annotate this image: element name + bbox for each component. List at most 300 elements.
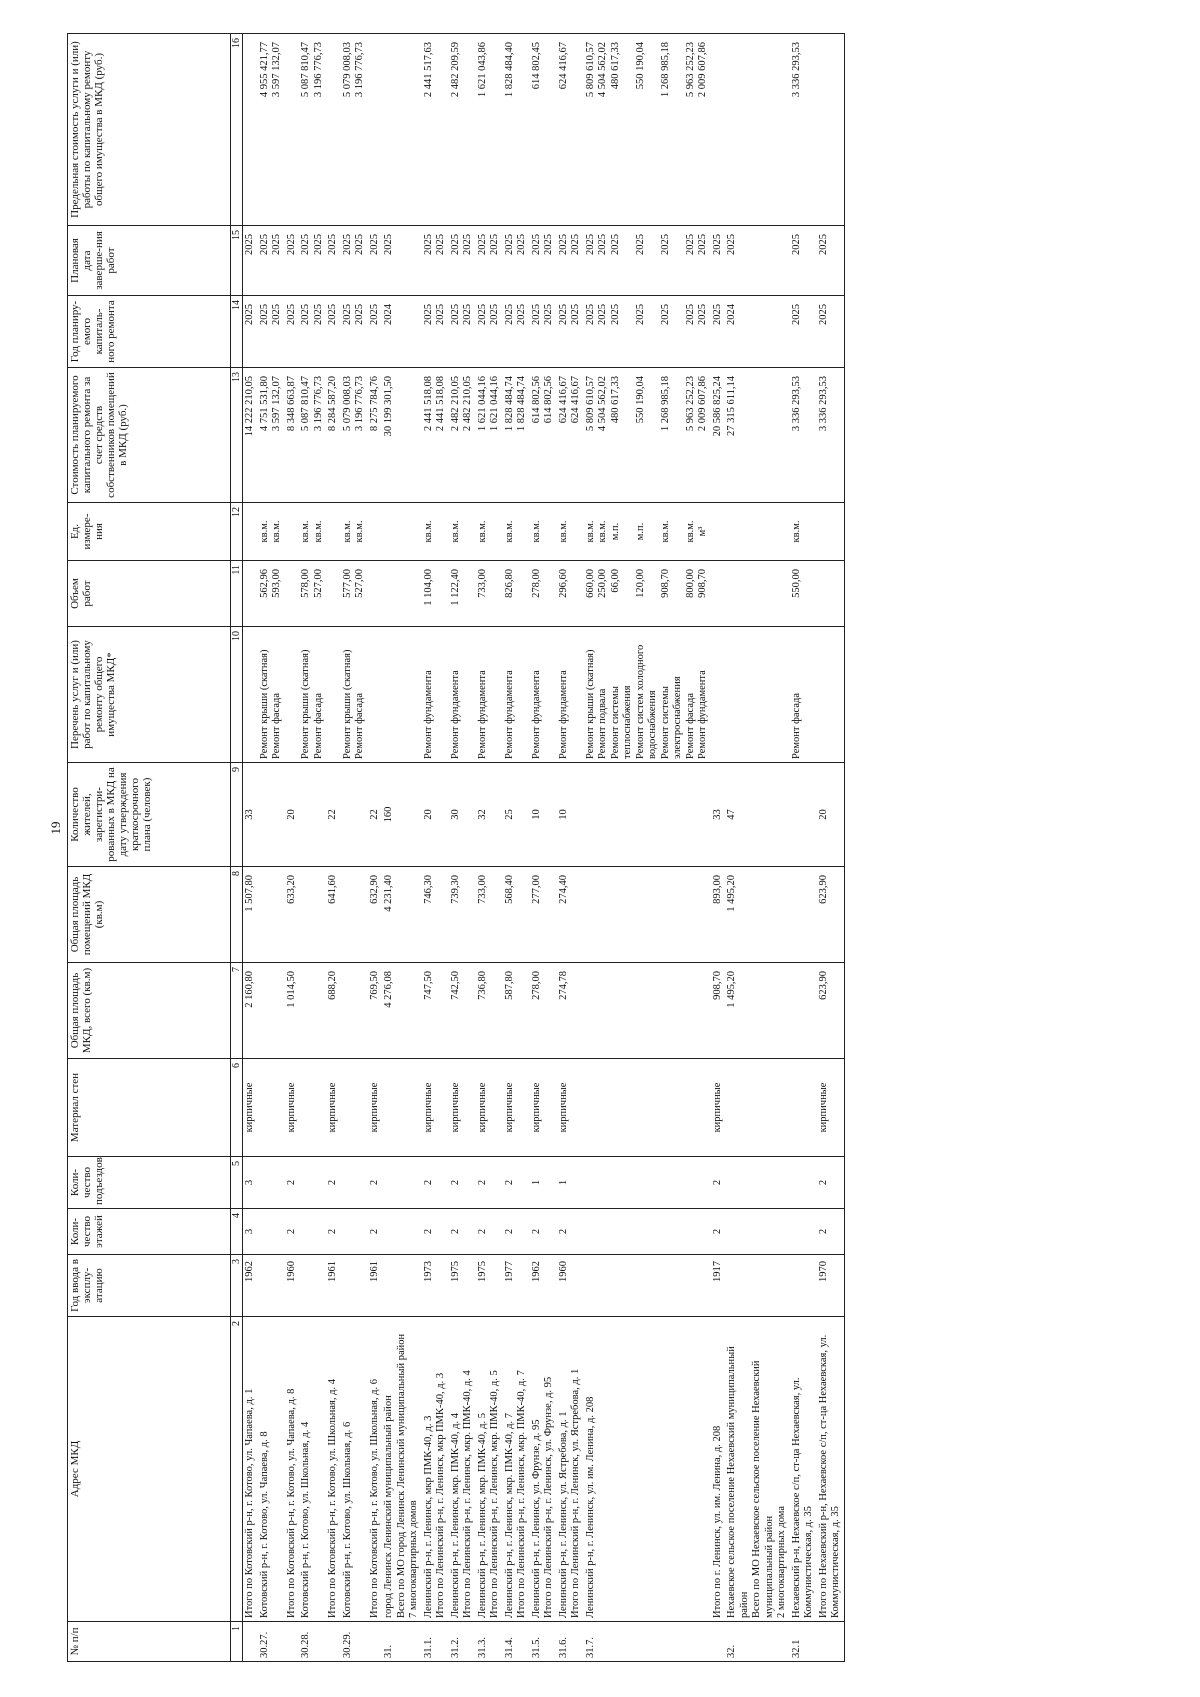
cell-repair-year: 2025 2025 2025 2025 2025 2025 2025 [584,296,711,368]
cell-unit [243,503,258,561]
cell-year-built: 1961 [326,1255,341,1317]
table-row [326,34,341,1662]
cell-address: Котовский р-н, г. Котово, ул. Школьная, д. 4 [299,1317,326,1622]
cell-premises-area: 733,00 [476,867,503,963]
col-number: 14 [231,296,243,368]
cell-end-date: 2025 [725,226,790,296]
cell-total-area [790,963,817,1059]
cell-floors: 2 [449,1209,476,1255]
cell-end-date: 2025 [711,226,726,296]
cell-wall-material: кирпичные [711,1059,726,1157]
cell-volume: 278,00 [530,561,557,627]
cell-repair-year: 2025 2025 [258,296,285,368]
cell-unit: кв.м. [503,503,530,561]
cell-end-date: 2025 2025 2025 2025 2025 2025 2025 [584,226,711,296]
cell-index: 31.5. [530,1622,557,1662]
cell-residents: 33 [243,763,258,867]
col-header-works: Перечень услуг и (или) работ по капитальному ремонту общего имущества МКД* [68,627,231,763]
cell-works: Ремонт фасада [790,627,817,763]
cell-entrances: 1 [557,1157,584,1209]
cell-year-built: 1961 [368,1255,383,1317]
col-number: 6 [231,1059,243,1157]
cell-works [711,627,726,763]
cell-entrances: 2 [326,1157,341,1209]
table-row [711,34,726,1662]
cell-wall-material [299,1059,326,1157]
cell-address: Ленинский р-н, г. Ленинск, мкр. ПМК-40, д. 4 Итого по Ленинский р-н, г. Ленинск, мкр. ПМК-40, д. 4 [449,1317,476,1622]
cell-index: 32.1 [790,1622,817,1662]
cell-year-built [299,1255,326,1317]
cell-premises-area: 274,40 [557,867,584,963]
cell-repair-year: 2024 [725,296,790,368]
cell-year-built: 1975 [449,1255,476,1317]
cell-entrances [299,1157,326,1209]
cell-address: Итого по Котовский р-н, г. Котово, ул. Школьная, д. 6 [368,1317,383,1622]
cell-cost: 20 586 825,24 [711,368,726,503]
cell-unit: кв.м. [557,503,584,561]
cell-unit [285,503,300,561]
col-header-unit: Ед. измере-ния [68,503,231,561]
cell-end-date: 2025 [368,226,383,296]
cell-floors: 2 [422,1209,449,1255]
cell-total-area: 4 276,08 [382,963,422,1059]
cell-address: Ленинский р-н, г. Ленинск, ул. им. Ленина, д. 208 [584,1317,711,1622]
cell-year-built: 1977 [503,1255,530,1317]
cell-volume [382,561,422,627]
cell-floors: 2 [711,1209,726,1255]
cell-max-cost: 5 079 008,03 3 196 776,73 [341,34,368,226]
cell-floors: 2 [557,1209,584,1255]
cell-entrances: 3 [243,1157,258,1209]
cell-entrances: 2 [449,1157,476,1209]
cell-cost: 3 336 293,53 [790,368,817,503]
cell-total-area: 623,90 [817,963,845,1059]
table-row [530,34,557,1662]
cell-works: Ремонт крыши (скатная) Ремонт подвала Ремонт системы теплоснабжения Ремонт систем холодного водоснабжения Ремонт системы электроснабжения Ремонт фасада Ремонт фундамента [584,627,711,763]
cell-unit: кв.м. [449,503,476,561]
cell-year-built: 1973 [422,1255,449,1317]
cell-residents: 30 [449,763,476,867]
cell-address: Ленинский р-н, г. Ленинск, мкр. ПМК-40, д. 5 Итого по Ленинский р-н, г. Ленинск, мкр. ПМК-40, д. 5 [476,1317,503,1622]
cell-unit: кв.м. кв.м. [299,503,326,561]
cell-end-date: 2025 [243,226,258,296]
cell-max-cost: 624 416,67 [557,34,584,226]
table-row [368,34,383,1662]
cell-address: Итого по Котовский р-н, г. Котово, ул. Чапаева, д. 8 [285,1317,300,1622]
cell-entrances: 2 [817,1157,845,1209]
cell-unit: кв.м. кв.м. м.п. м.п. кв.м. кв.м. м³ [584,503,711,561]
cell-wall-material: кирпичные [817,1059,845,1157]
cell-works [326,627,341,763]
cell-premises-area [299,867,326,963]
table-row [503,34,530,1662]
cell-unit [368,503,383,561]
cell-cost: 8 284 587,20 [326,368,341,503]
cell-residents: 20 [285,763,300,867]
cell-index: 31. [382,1622,422,1662]
cell-end-date: 2025 2025 [258,226,285,296]
cell-cost: 3 336 293,53 [817,368,845,503]
col-header-cost: Стоимость планируемого капитального ремонта за счет средств собственников помещений в МКД (руб.) [68,368,231,503]
cell-entrances [382,1157,422,1209]
cell-residents: 10 [530,763,557,867]
cell-wall-material [341,1059,368,1157]
col-number: 9 [231,763,243,867]
cell-year-built: 1962 [243,1255,258,1317]
col-number: 5 [231,1157,243,1209]
cell-max-cost [368,34,383,226]
repair-plan-table [67,33,845,1662]
cell-entrances: 2 [476,1157,503,1209]
cell-max-cost [326,34,341,226]
cell-end-date: 2025 2025 [530,226,557,296]
cell-end-date: 2025 2025 [341,226,368,296]
cell-volume [725,561,790,627]
table-row [790,34,817,1662]
cell-year-built: 1917 [711,1255,726,1317]
cell-floors: 2 [817,1209,845,1255]
col-header-wall-material: Материал стен [68,1059,231,1157]
cell-works: Ремонт фундамента [476,627,503,763]
cell-volume: 550,00 [790,561,817,627]
cell-cost: 2 482 210,05 2 482 210,05 [449,368,476,503]
cell-works [243,627,258,763]
cell-address: Ленинский р-н, г. Ленинск, ул. Ястребова, д. 1 Итого по Ленинский р-н, г. Ленинск, ул. Ястребова, д. 1 [557,1317,584,1622]
cell-works: Ремонт фундамента [503,627,530,763]
cell-residents: 25 [503,763,530,867]
cell-premises-area: 632,90 [368,867,383,963]
cell-max-cost: 5 809 610,57 4 504 562,02 480 617,33 550 190,04 1 268 985,18 5 963 252,23 2 009 607,86 [584,34,711,226]
cell-works: Ремонт крыши (скатная) Ремонт фасада [299,627,326,763]
cell-address: Итого по Котовский р-н, г. Котово, ул. Чапаева, д. 1 [243,1317,258,1622]
cell-floors: 2 [503,1209,530,1255]
cell-end-date: 2025 2025 [503,226,530,296]
table-row [449,34,476,1662]
cell-floors [725,1209,790,1255]
table-row [299,34,326,1662]
cell-total-area [341,963,368,1059]
cell-floors: 2 [326,1209,341,1255]
cell-end-date: 2025 2025 [299,226,326,296]
cell-residents [299,763,326,867]
cell-volume: 296,60 [557,561,584,627]
cell-cost: 8 275 784,76 [368,368,383,503]
cell-wall-material: кирпичные [368,1059,383,1157]
cell-premises-area: 893,00 [711,867,726,963]
cell-year-built: 1960 [557,1255,584,1317]
cell-cost: 5 079 008,03 3 196 776,73 [341,368,368,503]
cell-wall-material: кирпичные [285,1059,300,1157]
cell-total-area: 747,50 [422,963,449,1059]
cell-total-area: 1 495,20 [725,963,790,1059]
cell-max-cost: 4 955 421,77 3 597 132,07 [258,34,285,226]
col-header-floors: Коли-чество этажей [68,1209,231,1255]
cell-premises-area: 277,00 [530,867,557,963]
cell-volume: 1 122,40 [449,561,476,627]
cell-total-area: 688,20 [326,963,341,1059]
cell-unit [725,503,790,561]
cell-floors [258,1209,285,1255]
cell-cost: 614 802,56 614 802,56 [530,368,557,503]
col-header-entrances: Коли-чество подъездов [68,1157,231,1209]
cell-repair-year: 2025 2025 [341,296,368,368]
cell-end-date: 2025 2025 [557,226,584,296]
cell-max-cost [711,34,726,226]
cell-works: Ремонт фундамента [530,627,557,763]
cell-repair-year: 2025 2025 [422,296,449,368]
cell-index: 31.3. [476,1622,503,1662]
col-header-volume: Объем работ [68,561,231,627]
col-header-address: Адрес МКД [68,1317,231,1622]
cell-index: 31.6. [557,1622,584,1662]
cell-premises-area [341,867,368,963]
cell-works: Ремонт фундамента [449,627,476,763]
cell-volume: 562,96 593,00 [258,561,285,627]
cell-floors [790,1209,817,1255]
cell-volume [817,561,845,627]
cell-cost: 30 199 301,50 [382,368,422,503]
cell-max-cost [725,34,790,226]
cell-premises-area: 746,30 [422,867,449,963]
cell-cost: 2 441 518,08 2 441 518,08 [422,368,449,503]
cell-repair-year: 2025 [790,296,817,368]
cell-floors [341,1209,368,1255]
col-number: 11 [231,561,243,627]
col-number: 16 [231,34,243,226]
col-header-residents: Количество жителей, зарегистри-рованных в МКД на дату утверждения краткосрочного плана (человек) [68,763,231,867]
cell-max-cost: 1 621 043,86 [476,34,503,226]
cell-year-built [584,1255,711,1317]
cell-cost: 27 315 611,14 [725,368,790,503]
cell-unit [382,503,422,561]
cell-unit: кв.м. кв.м. [258,503,285,561]
cell-entrances: 2 [285,1157,300,1209]
cell-max-cost: 5 087 810,47 3 196 776,73 [299,34,326,226]
col-number: 10 [231,627,243,763]
cell-year-built [382,1255,422,1317]
cell-repair-year: 2025 2025 [503,296,530,368]
cell-repair-year: 2025 2025 [476,296,503,368]
cell-wall-material: кирпичные [503,1059,530,1157]
cell-premises-area: 568,40 [503,867,530,963]
table-row [341,34,368,1662]
col-number: 3 [231,1255,243,1317]
cell-entrances [790,1157,817,1209]
col-header-index: № п/п [68,1622,231,1662]
cell-address: Нехаевское сельское поселение Нехаевский муниципальный район Всего по МО Нехаевское сельское поселение Нехаевский муниципальный район 2 многоквартирных дома [725,1317,790,1622]
table-row [476,34,503,1662]
col-number: 15 [231,226,243,296]
cell-residents: 47 [725,763,790,867]
col-number: 2 [231,1317,243,1622]
cell-cost: 8 348 663,87 [285,368,300,503]
cell-residents [258,763,285,867]
col-header-premises-area: Общая площадь помещений МКД (кв.м) [68,867,231,963]
cell-wall-material [725,1059,790,1157]
cell-address: Итого по г. Ленинск, ул. им. Ленина, д. 208 [711,1317,726,1622]
cell-premises-area: 623,90 [817,867,845,963]
cell-max-cost: 1 828 484,40 [503,34,530,226]
table-body [243,34,845,1662]
col-number: 13 [231,368,243,503]
cell-works: Ремонт фундамента [422,627,449,763]
table-row [382,34,422,1662]
cell-unit [711,503,726,561]
table-row [422,34,449,1662]
cell-residents: 20 [817,763,845,867]
cell-floors: 3 [243,1209,258,1255]
col-header-year-built: Год ввода в эксплу-атацию [68,1255,231,1317]
cell-cost: 5 809 610,57 4 504 562,02 480 617,33 550 190,04 1 268 985,18 5 963 252,23 2 009 607,86 [584,368,711,503]
cell-total-area [584,963,711,1059]
cell-residents [584,763,711,867]
cell-volume [326,561,341,627]
cell-total-area: 908,70 [711,963,726,1059]
cell-works [817,627,845,763]
cell-entrances: 2 [503,1157,530,1209]
col-header-max-cost: Предельная стоимость услуги и (или) работы по капитальному ремонту общего имущества в МКД (руб.) [68,34,231,226]
cell-repair-year: 2025 2025 [557,296,584,368]
cell-cost: 14 222 210,05 [243,368,258,503]
cell-index [368,1622,383,1662]
col-header-total-area: Общая площадь МКД, всего (кв.м) [68,963,231,1059]
cell-max-cost [285,34,300,226]
cell-unit [326,503,341,561]
col-number: 1 [231,1622,243,1662]
cell-wall-material: кирпичные [449,1059,476,1157]
cell-address: Итого по Нехаевский р-н, Нехаевское с/п, ст-ца Нехаевская, ул. Коммунистическая, д. 35 [817,1317,845,1622]
cell-address: Ленинский р-н, г. Ленинск, мкр. ПМК-40, д. 7 Итого по Ленинский р-н, г. Ленинск, мкр. ПМК-40, д. 7 [503,1317,530,1622]
col-header-repair-year: Год планиру-емого капиталь-ного ремонта [68,296,231,368]
cell-end-date: 2025 2025 [449,226,476,296]
cell-entrances: 2 [368,1157,383,1209]
col-number: 12 [231,503,243,561]
rotated-page [67,34,1134,1662]
cell-cost: 5 087 810,47 3 196 776,73 [299,368,326,503]
table-row [725,34,790,1662]
cell-year-built: 1970 [817,1255,845,1317]
cell-total-area [258,963,285,1059]
cell-index: 31.7. [584,1622,711,1662]
cell-residents: 10 [557,763,584,867]
cell-premises-area [790,867,817,963]
cell-works [368,627,383,763]
cell-repair-year: 2025 [243,296,258,368]
cell-floors: 2 [530,1209,557,1255]
cell-total-area [299,963,326,1059]
cell-address: Нехаевский р-н, Нехаевское с/п, ст-ца Нехаевская, ул. Коммунистическая, д. 35 [790,1317,817,1622]
cell-residents: 22 [368,763,383,867]
cell-year-built [725,1255,790,1317]
cell-total-area: 274,78 [557,963,584,1059]
cell-total-area: 736,80 [476,963,503,1059]
cell-year-built: 1960 [285,1255,300,1317]
cell-total-area: 278,00 [530,963,557,1059]
cell-max-cost: 3 336 293,53 [790,34,817,226]
cell-repair-year: 2024 [382,296,422,368]
cell-floors [584,1209,711,1255]
cell-index: 32. [725,1622,790,1662]
cell-max-cost [817,34,845,226]
cell-residents: 32 [476,763,503,867]
table-row [584,34,711,1662]
cell-floors [299,1209,326,1255]
cell-cost: 1 828 484,74 1 828 484,74 [503,368,530,503]
cell-volume [243,561,258,627]
cell-wall-material: кирпичные [422,1059,449,1157]
cell-entrances [258,1157,285,1209]
cell-end-date: 2025 [326,226,341,296]
cell-volume [711,561,726,627]
col-header-end-date: Плановая дата заверше-ния работ [68,226,231,296]
cell-year-built [790,1255,817,1317]
cell-wall-material: кирпичные [557,1059,584,1157]
cell-works: Ремонт крыши (скатная) Ремонт фасада [258,627,285,763]
cell-end-date: 2025 [790,226,817,296]
cell-max-cost: 614 802,45 [530,34,557,226]
cell-volume: 660,00 250,00 66,00 120,00 908,70 800,00 908,70 [584,561,711,627]
cell-works [285,627,300,763]
cell-residents [341,763,368,867]
cell-entrances [584,1157,711,1209]
cell-volume [285,561,300,627]
cell-volume: 1 104,00 [422,561,449,627]
cell-index [243,1622,258,1662]
cell-entrances: 2 [711,1157,726,1209]
cell-address: город Ленинск Ленинский муниципальный район Всего по МО город Ленинск Ленинский муниципальный район 7 многоквартирных домов [382,1317,422,1622]
cell-unit: кв.м. [790,503,817,561]
cell-address: Котовский р-н, г. Котово, ул. Школьная, д. 6 [341,1317,368,1622]
cell-cost: 624 416,67 624 416,67 [557,368,584,503]
cell-index [711,1622,726,1662]
cell-total-area: 769,50 [368,963,383,1059]
cell-unit: кв.м. [422,503,449,561]
cell-floors [382,1209,422,1255]
cell-wall-material [258,1059,285,1157]
cell-total-area: 2 160,80 [243,963,258,1059]
cell-premises-area: 4 231,40 [382,867,422,963]
cell-premises-area: 1 507,80 [243,867,258,963]
cell-repair-year: 2025 [817,296,845,368]
cell-index: 30.29. [341,1622,368,1662]
cell-cost: 1 621 044,16 1 621 044,16 [476,368,503,503]
cell-wall-material: кирпичные [243,1059,258,1157]
cell-total-area: 1 014,50 [285,963,300,1059]
table-row [817,34,845,1662]
cell-total-area: 742,50 [449,963,476,1059]
cell-end-date: 2025 [285,226,300,296]
cell-volume [368,561,383,627]
cell-year-built: 1962 [530,1255,557,1317]
cell-floors: 2 [368,1209,383,1255]
cell-index [326,1622,341,1662]
cell-index: 31.2. [449,1622,476,1662]
cell-volume: 577,00 527,00 [341,561,368,627]
cell-volume: 733,00 [476,561,503,627]
cell-floors: 2 [476,1209,503,1255]
page-number: 19 [48,821,63,835]
cell-repair-year: 2025 2025 [449,296,476,368]
cell-max-cost: 2 482 209,59 [449,34,476,226]
cell-premises-area: 641,60 [326,867,341,963]
cell-entrances: 2 [422,1157,449,1209]
cell-premises-area: 1 495,20 [725,867,790,963]
cell-residents: 22 [326,763,341,867]
cell-entrances: 1 [530,1157,557,1209]
cell-unit [817,503,845,561]
cell-premises-area: 739,30 [449,867,476,963]
cell-unit: кв.м. [530,503,557,561]
